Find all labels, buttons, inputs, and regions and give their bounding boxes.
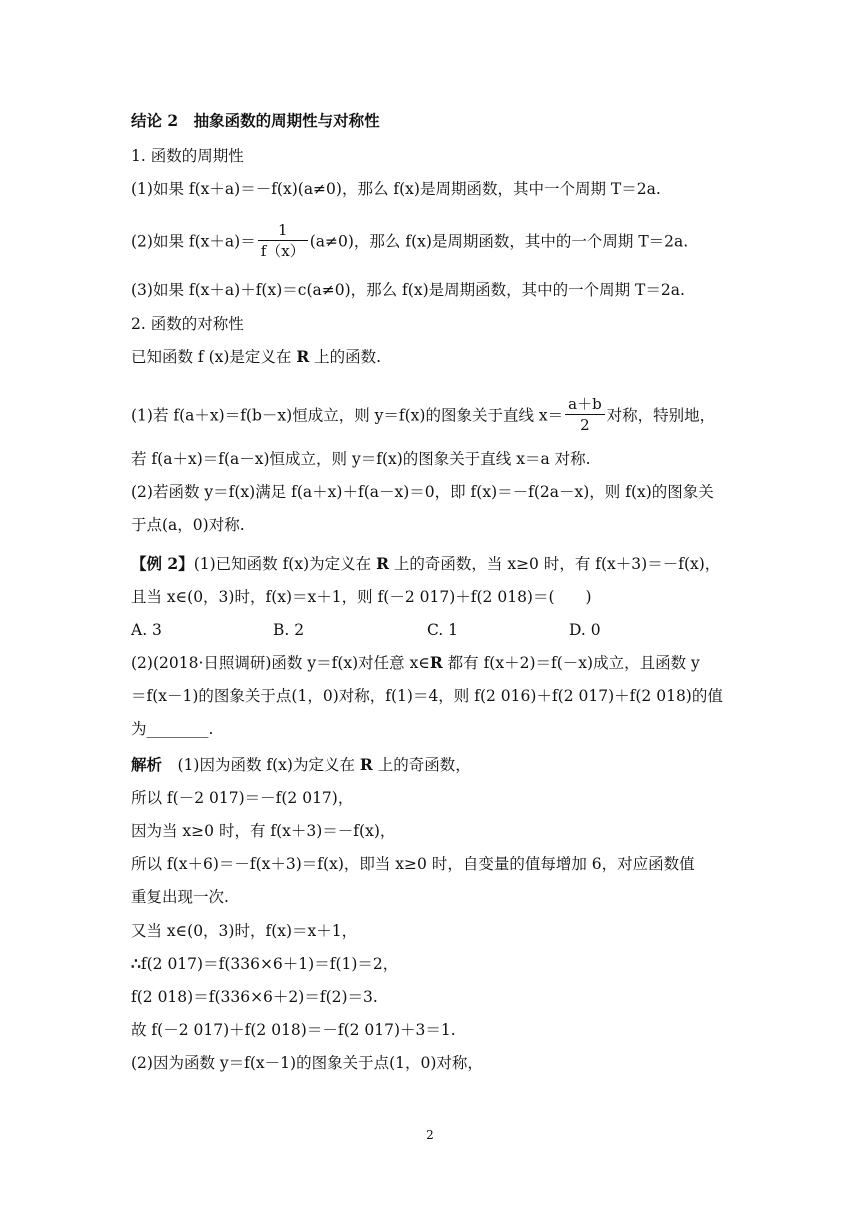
fraction-denominator: f（x）	[260, 242, 305, 260]
reciprocal-fraction	[258, 220, 308, 261]
fraction-denominator: 2	[580, 416, 590, 434]
symmetry-rule-2-line-1: (2)若函数 y＝f(x)满足 f(a＋x)＋f(a－x)＝0，即 f(x)＝－f(2a－x)，则 f(x)的图象关	[131, 483, 714, 501]
example-line-1-prefix: (1)已知函数 f(x)为定义在	[193, 555, 377, 573]
sym-1-suffix: 对称，特别地，	[606, 406, 716, 425]
solution-label: 解析	[131, 755, 163, 774]
known-prefix: 已知函数 f (x)是定义在	[131, 348, 297, 366]
choice-c: C. 1	[427, 621, 459, 639]
real-set-symbol: R	[376, 554, 389, 573]
example-line-1	[131, 553, 731, 575]
periodicity-title: 1. 函数的周期性	[131, 147, 244, 165]
sym-1-prefix: (1)若 f(a＋x)＝f(b－x)恒成立，则 y＝f(x)的图象关于直线 x＝	[131, 406, 564, 425]
solution-line-5: 重复出现一次.	[131, 888, 229, 906]
example-line-1-suffix: 上的奇函数，当 x≥0 时，有 f(x＋3)＝－f(x)，	[388, 555, 721, 573]
symmetry-rule-1-continued: 若 f(a＋x)＝f(a－x)恒成立，则 y＝f(x)的图象关于直线 x＝a 对称.	[131, 450, 591, 468]
solution-line-7	[131, 953, 731, 975]
solution-line-4: 所以 f(x＋6)＝－f(x＋3)＝f(x)，即当 x≥0 时，自变量的值每增加 6，对应函数值	[131, 855, 695, 873]
fraction-numerator: a＋b	[565, 394, 605, 415]
example-label: 【例 2】	[131, 554, 194, 573]
periodicity-rule-2	[131, 222, 731, 263]
rule-2-suffix: (a≠0)，那么 f(x)是周期函数，其中的一个周期 T＝2a.	[309, 232, 689, 251]
symmetry-title: 2. 函数的对称性	[131, 315, 244, 333]
choice-a: A. 3	[131, 621, 162, 639]
symmetry-rule-2-line-2: 于点(a，0)对称.	[131, 516, 245, 534]
solution-line-2: 所以 f(－2 017)＝－f(2 017)，	[131, 789, 354, 807]
choice-d: D. 0	[569, 621, 601, 639]
example-line-2: 且当 x∈(0，3)时，f(x)＝x＋1，则 f(－2 017)＋f(2 018)＝( )	[131, 588, 592, 606]
part-2-suffix: 都有 f(x＋2)＝f(－x)成立，且函数 y	[442, 654, 700, 672]
example-part-2-line-2: ＝f(x－1)的图象关于点(1，0)对称，f(1)＝4，则 f(2 016)＋f(2 017)＋f(2 018)的值	[131, 687, 723, 705]
real-set-symbol: R	[429, 653, 443, 672]
choice-b: B. 2	[273, 621, 305, 639]
periodicity-rule-1: (1)如果 f(x＋a)＝－f(x)(a≠0)，那么 f(x)是周期函数，其中一个周期 T＝2a.	[131, 180, 661, 198]
real-set-symbol: R	[296, 347, 310, 366]
solution-line-9: 故 f(－2 017)＋f(2 018)＝－f(2 017)＋3＝1.	[131, 1021, 456, 1039]
symmetry-rule-1	[131, 396, 731, 437]
solution-line-3: 因为当 x≥0 时，有 f(x＋3)＝－f(x)，	[131, 822, 396, 840]
example-part-2-line-1	[131, 652, 731, 674]
known-suffix: 上的函数.	[309, 348, 382, 366]
answer-choices	[131, 619, 731, 641]
rule-2-prefix: (2)如果 f(x＋a)＝	[131, 232, 256, 251]
fraction-numerator: 1	[258, 220, 308, 241]
solution-line-7-text: f(2 017)＝f(336×6＋1)＝f(1)＝2，	[140, 955, 399, 973]
example-part-2-line-3: 为________.	[131, 720, 214, 738]
section-heading: 结论 2 抽象函数的周期性与对称性	[131, 111, 380, 130]
solution-line-10: (2)因为函数 y＝f(x－1)的图象关于点(1，0)对称，	[131, 1054, 483, 1072]
solution-line-1	[131, 754, 731, 776]
periodicity-rule-3: (3)如果 f(x＋a)＋f(x)＝c(a≠0)，那么 f(x)是周期函数，其中的一个周期 T＝2a.	[131, 281, 685, 299]
therefore-symbol: ∴	[131, 954, 141, 973]
solution-line-1-prefix: (1)因为函数 f(x)为定义在	[162, 756, 360, 774]
axis-fraction	[565, 394, 605, 435]
solution-line-8: f(2 018)＝f(336×6＋2)＝f(2)＝3.	[131, 988, 378, 1006]
known-statement	[131, 346, 731, 368]
solution-line-6: 又当 x∈(0，3)时，f(x)＝x＋1，	[131, 922, 358, 940]
part-2-prefix: (2)(2018·日照调研)函数 y＝f(x)对任意 x∈	[131, 654, 430, 672]
page-number: 2	[426, 1128, 434, 1142]
solution-line-1-suffix: 上的奇函数，	[372, 756, 471, 774]
real-set-symbol: R	[359, 755, 373, 774]
